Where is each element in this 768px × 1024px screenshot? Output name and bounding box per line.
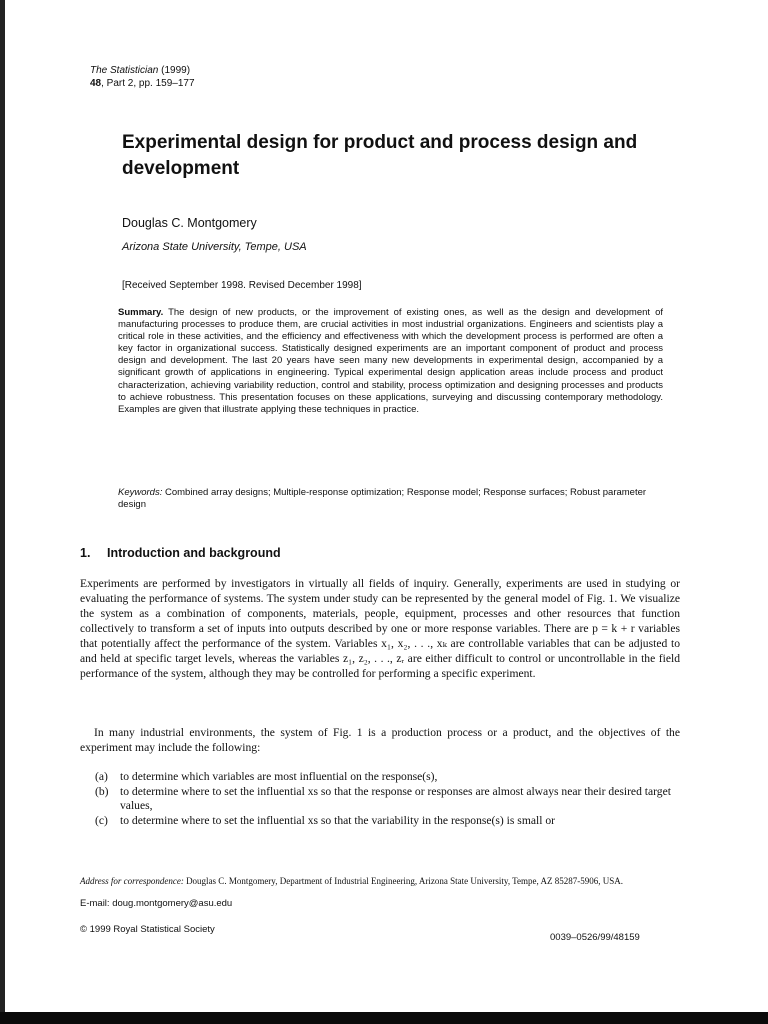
list-item-text: to determine which variables are most influential on the response(s),: [120, 770, 438, 783]
body-paragraph-2: In many industrial environments, the system of Fig. 1 is a production process or a product, and the objectives of the experiment may include the following:: [80, 726, 680, 754]
author-affiliation: Arizona State University, Tempe, USA: [122, 241, 307, 253]
issn-code: 0039–0526/99/48159: [550, 932, 640, 943]
list-item: [95, 770, 680, 785]
correspondence-note: [80, 876, 680, 886]
journal-pages: , Part 2, pp. 159–177: [101, 78, 195, 89]
journal-volume: 48: [90, 78, 102, 89]
keywords-paragraph: [118, 487, 658, 511]
section-title: Introduction and background: [107, 546, 281, 560]
author-name: Douglas C. Montgomery: [122, 216, 257, 230]
page-edge: [0, 0, 5, 1024]
paper-title: Experimental design for product and process design and development: [122, 132, 638, 179]
author-email: E-mail: doug.montgomery@asu.edu: [80, 898, 233, 909]
summary-paragraph: [118, 307, 663, 416]
journal-year: (1999): [161, 65, 191, 76]
list-item: [95, 785, 680, 814]
list-item: [95, 814, 680, 829]
body-paragraph-1: Experiments are performed by investigators in virtually all fields of inquiry. Generally, experiments are used in studying or evaluating the performance of systems. The system under study can be represented by the general model of Fig. 1. We visualize the system as a combination of components, materials, people, equipment, processes and other resources that function collectively to transform a set of inputs into outputs described by one or more response variables. There are p = k + r variables that potentially affect the performance of the system. Variables x₁, x₂, . . ., xₖ are controllable variables that can be adjusted to and held at specific target levels, whereas the variables z₁, z₂, . . ., zᵣ are either difficult to control or uncontrollable in the field performance of the system, although they may be controlled for performing a specific experiment.: [80, 577, 680, 680]
keywords-label: Keywords:: [118, 487, 163, 498]
objectives-list: [95, 770, 680, 828]
keywords-text: Combined array designs; Multiple-response optimization; Response model; Response surfaces; Robust parameter design: [118, 487, 647, 510]
list-item-marker: (b): [95, 784, 109, 798]
correspondence-label: Address for correspondence:: [80, 876, 184, 886]
list-item-marker: (a): [95, 770, 108, 783]
list-item-marker: (c): [95, 813, 108, 827]
correspondence-text: Douglas C. Montgomery, Department of Industrial Engineering, Arizona State University, Tempe, AZ 85287-5906, USA.: [186, 876, 624, 886]
copyright-notice: © 1999 Royal Statistical Society: [80, 924, 215, 935]
section-number: 1.: [80, 546, 91, 560]
journal-citation: [90, 64, 390, 90]
summary-label: Summary.: [118, 307, 164, 318]
section-heading: [80, 546, 281, 560]
scan-bottom-edge: [0, 1012, 768, 1024]
list-item-text: to determine where to set the influential xs so that the response or responses are almost always near their desired target values,: [120, 784, 671, 813]
summary-text: The design of new products, or the improvement of existing ones, as well as the design and development of manufacturing processes to produce them, are crucial activities in most industrial organizations. Engineers and scientists play a critical role in these activities, and the efficiency and effectiveness with which the development process is performed are often a key factor in organizational success. Statistically designed experiments are an important component of product and process design and development. The last 20 years have seen many new developments in experimental design, accompanied by a significant growth of applications in engineering. Typical experimental design application areas include process and product characterization, achieving variability reduction, control and stability, process optimization and designing processes and products to achieve robustness. This presentation focuses on these applications, surveying and discussing contemporary methodology. Examples are given that illustrate applying these techniques in practice.: [118, 307, 664, 415]
list-item-text: to determine where to set the influential xs so that the variability in the response(s) is small or: [120, 813, 555, 827]
received-dates: [Received September 1998. Revised December 1998]: [122, 280, 362, 291]
journal-name: The Statistician: [90, 65, 159, 76]
